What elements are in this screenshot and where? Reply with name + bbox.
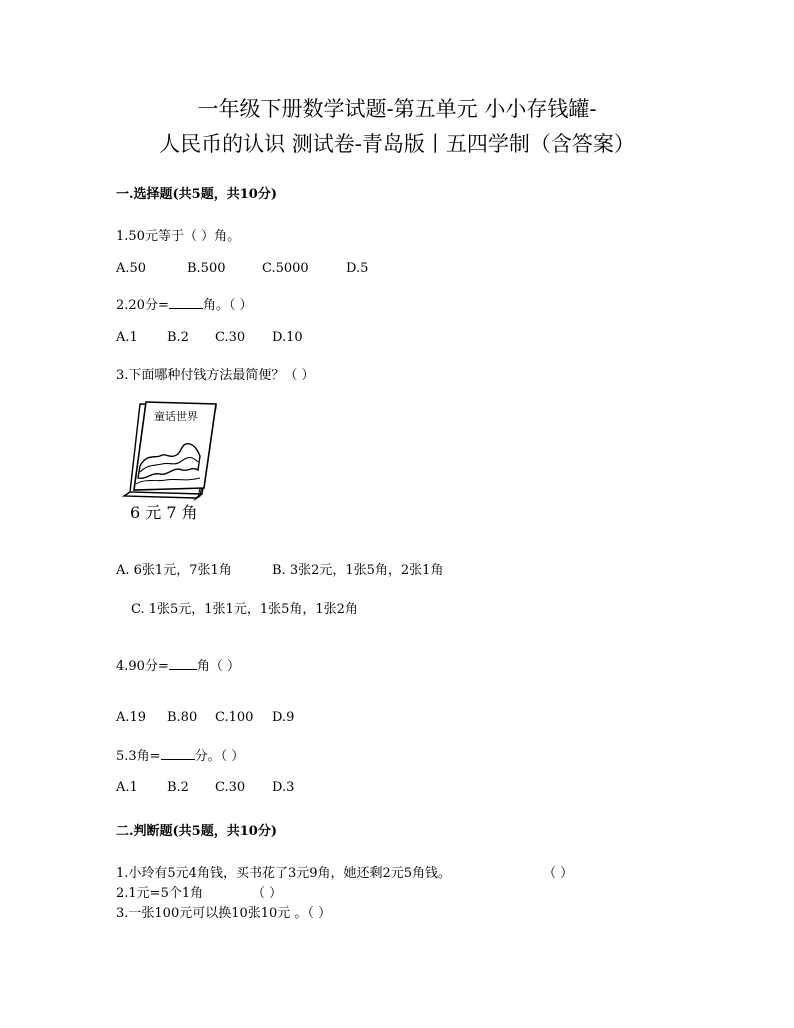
judgement-1-text: 1.小玲有5元4角钱，买书花了3元9角，她还剩2元5角钱。 xyxy=(116,866,452,881)
judgement-1-paren: （ ） xyxy=(543,866,574,881)
question-4-option-a: A.19 xyxy=(116,710,147,725)
question-4-option-d: D.9 xyxy=(272,710,295,725)
question-5-text xyxy=(116,745,244,764)
question-5-prefix: 5.3角= xyxy=(116,749,161,764)
book-price-caption: 6 元 7 角 xyxy=(130,503,198,522)
question-1-text: 1.50元等于（ ）角。 xyxy=(116,229,241,244)
judgement-2-paren: （ ） xyxy=(252,886,283,901)
question-5-option-b: B.2 xyxy=(167,780,189,795)
question-5-option-a: A.1 xyxy=(116,780,138,795)
answer-blank xyxy=(161,747,195,760)
question-3-option-c: C. 1张5元，1张1元，1张5角，1张2角 xyxy=(131,602,358,617)
question-1-option-d: D.5 xyxy=(346,261,369,276)
judgement-3-text: 3.一张100元可以换10张10元 。（ ） xyxy=(116,906,332,921)
question-4-option-b: B.80 xyxy=(167,710,198,725)
question-3-option-a: A. 6张1元，7张1角 xyxy=(116,563,232,578)
section-heading-judgement: 二.判断题(共5题，共10分) xyxy=(116,824,277,839)
question-4-option-c: C.100 xyxy=(215,710,254,725)
question-4-prefix: 4.90分= xyxy=(116,659,169,674)
document-title-line-1: 一年级下册数学试题-第五单元 小小存钱罐- xyxy=(197,97,597,121)
question-2-prefix: 2.20分= xyxy=(116,298,169,313)
question-5-option-c: C.30 xyxy=(215,780,246,795)
question-4-suffix: 角（ ） xyxy=(196,659,240,674)
book-cover-title: 童话世界 xyxy=(154,410,198,423)
question-3-option-b: B. 3张2元，1张5角，2张1角 xyxy=(272,563,444,578)
judgement-2-text: 2.1元=5个1角 xyxy=(116,886,204,901)
question-2-option-b: B.2 xyxy=(167,330,189,345)
question-2-option-d: D.10 xyxy=(272,330,303,345)
question-2-text xyxy=(116,294,252,313)
question-1-option-a: A.50 xyxy=(116,261,147,276)
question-2-option-c: C.30 xyxy=(215,330,246,345)
question-4-text xyxy=(116,655,240,674)
question-3-text: 3.下面哪种付钱方法最简便？（ ） xyxy=(116,368,315,383)
answer-blank xyxy=(169,296,203,309)
answer-blank xyxy=(169,657,197,670)
question-2-option-a: A.1 xyxy=(116,330,138,345)
question-5-option-d: D.3 xyxy=(272,780,295,795)
section-heading-choice: 一.选择题(共5题，共10分) xyxy=(116,187,277,202)
question-1-option-c: C.5000 xyxy=(262,261,309,276)
question-1-option-b: B.500 xyxy=(187,261,226,276)
question-5-suffix: 分。（ ） xyxy=(194,749,245,764)
question-2-suffix: 角。（ ） xyxy=(202,298,253,313)
document-title-line-2: 人民币的认识 测试卷-青岛版丨五四学制（含答案） xyxy=(159,132,635,156)
